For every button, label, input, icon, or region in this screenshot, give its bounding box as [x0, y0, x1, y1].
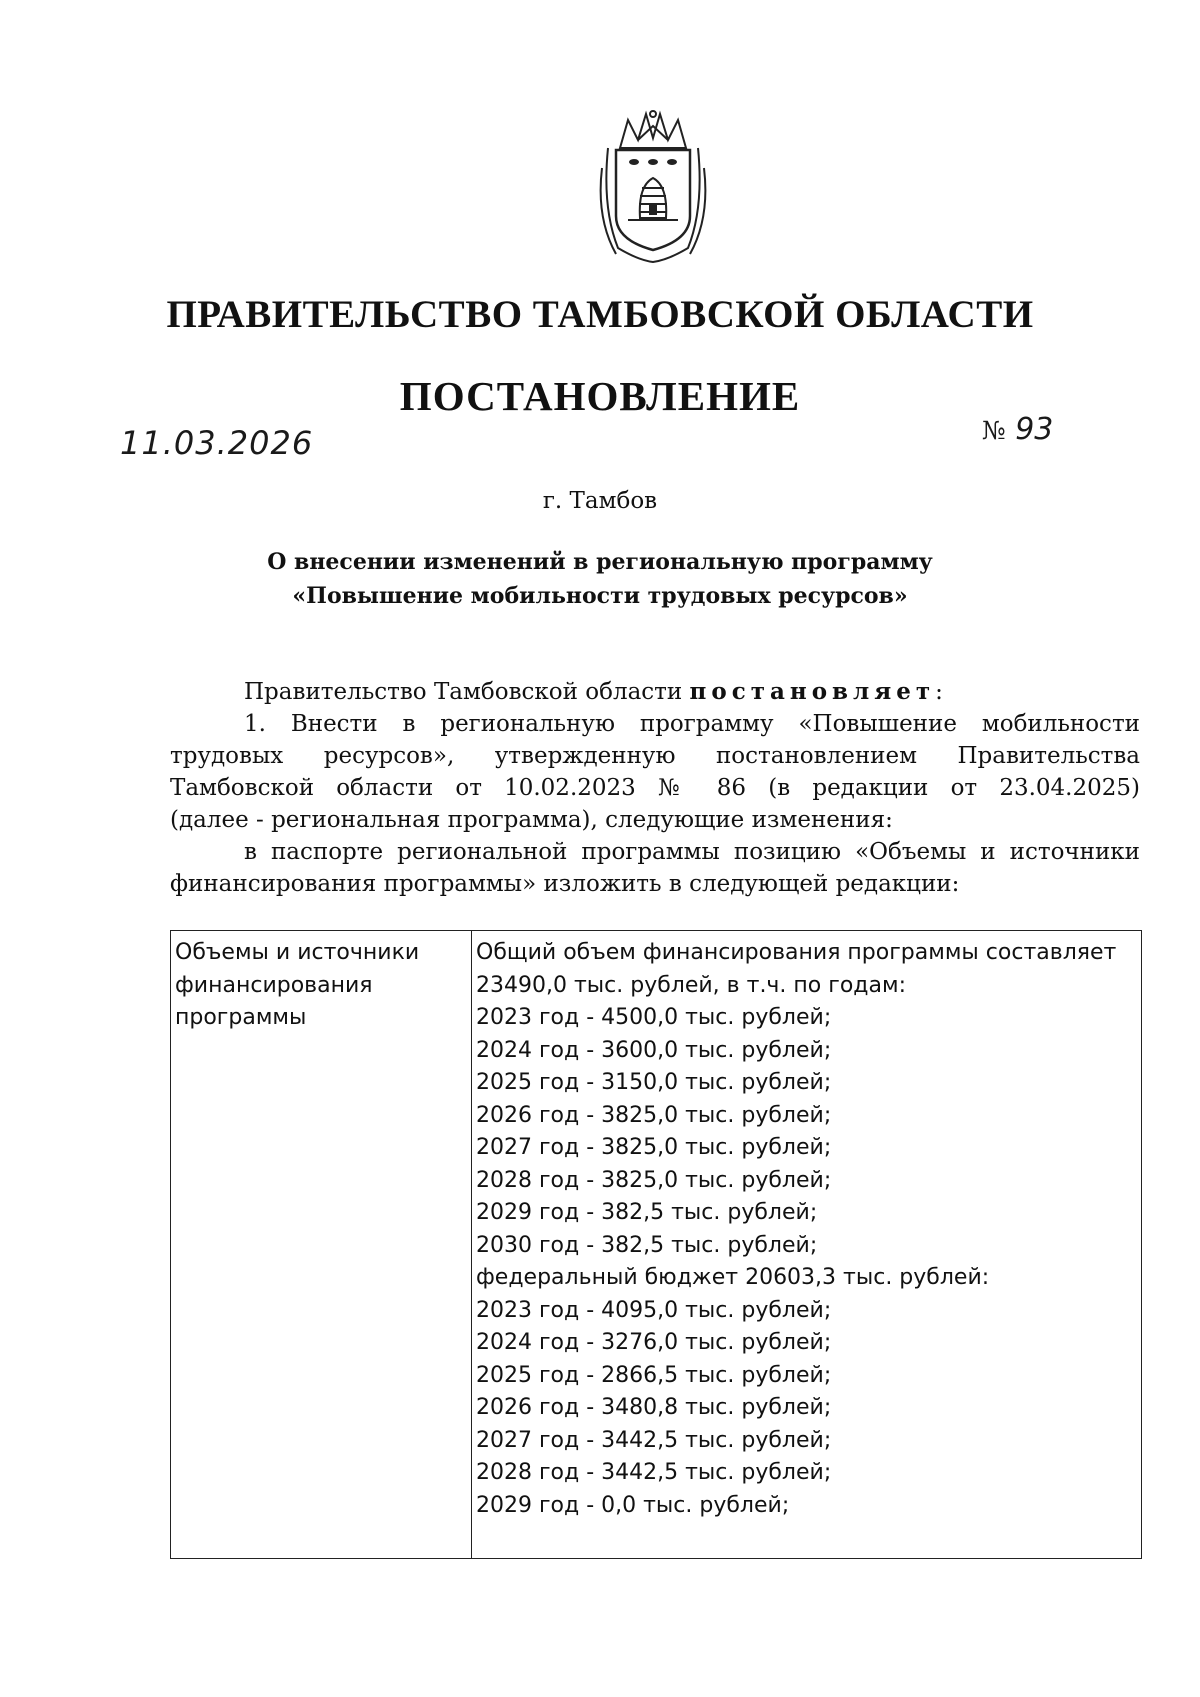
intro-paragraph — [170, 676, 1140, 708]
paragraph-2-line-1: в паспорте региональной программы позицию «Объемы и источники — [244, 839, 1140, 865]
content-line: 2029 год - 0,0 тыс. рублей; — [476, 1492, 790, 1518]
table-content-cell — [472, 931, 1142, 1559]
content-line: 2027 год - 3825,0 тыс. рублей; — [476, 1135, 832, 1160]
content-line: 2025 год - 2866,5 тыс. рублей; — [476, 1362, 832, 1388]
content-line: 2029 год - 382,5 тыс. рублей; — [476, 1200, 818, 1225]
document-subject — [0, 545, 1200, 613]
label-line: финансирования — [175, 972, 373, 998]
label-line: программы — [175, 1005, 307, 1030]
subject-line-1: О внесении изменений в региональную программу — [267, 549, 933, 575]
paragraph-2-line-2: финансирования программы» изложить в следующей редакции: — [170, 871, 960, 897]
content-line: 2023 год - 4095,0 тыс. рублей; — [476, 1297, 832, 1323]
content-line: 2023 год - 4500,0 тыс. рублей; — [476, 1005, 832, 1030]
content-line: 2024 год - 3600,0 тыс. рублей; — [476, 1037, 832, 1063]
content-line: Общий объем финансирования программы составляет — [476, 940, 1117, 965]
content-line: 2026 год - 3825,0 тыс. рублей; — [476, 1102, 832, 1128]
table-label-cell — [171, 931, 472, 1559]
content-line: 2028 год - 3825,0 тыс. рублей; — [476, 1167, 832, 1193]
document-type-title: ПОСТАНОВЛЕНИЕ — [399, 373, 801, 419]
table-row — [171, 931, 1142, 1559]
content-line: 23490,0 тыс. рублей, в т.ч. по годам: — [476, 972, 906, 998]
content-line: 2027 год - 3442,5 тыс. рублей; — [476, 1427, 832, 1453]
label-line: Объемы и источники — [175, 940, 420, 965]
number-value: 93 — [1015, 412, 1054, 447]
paragraph-1-line-1: 1. Внести в региональную программу «Повышение мобильности — [244, 711, 1140, 737]
intro-end: : — [935, 679, 943, 705]
paragraph-1-line-4: (далее - региональная программа), следующие изменения: — [170, 807, 893, 833]
city-name: г. Тамбов — [542, 488, 658, 514]
coat-of-arms-emblem — [598, 108, 708, 264]
intro-text: Правительство Тамбовской области — [244, 679, 690, 705]
subject-line-2: «Повышение мобильности трудовых ресурсов» — [292, 583, 908, 609]
document-date: 11.03.2026 — [120, 424, 314, 462]
content-line: федеральный бюджет 20603,3 тыс. рублей: — [476, 1265, 990, 1290]
paragraph-1-line-2: трудовых ресурсов», утвержденную постановлением Правительства — [170, 743, 1140, 769]
content-line: 2025 год - 3150,0 тыс. рублей; — [476, 1070, 832, 1095]
content-line: 2024 год - 3276,0 тыс. рублей; — [476, 1330, 832, 1355]
document-number — [982, 412, 1053, 447]
government-title: ПРАВИТЕЛЬСТВО ТАМБОВСКОЙ ОБЛАСТИ — [166, 293, 1034, 336]
paragraph-1-line-3: Тамбовской области от 10.02.2023 № 86 (в редакции от 23.04.2025) — [170, 775, 1140, 801]
financing-table — [170, 930, 1142, 1559]
resolves-word: постановляет — [689, 678, 936, 705]
document-body — [170, 676, 1140, 900]
number-symbol: № — [982, 416, 1006, 445]
content-line: 2028 год - 3442,5 тыс. рублей; — [476, 1460, 832, 1485]
content-line: 2026 год - 3480,8 тыс. рублей; — [476, 1395, 832, 1420]
content-line: 2030 год - 382,5 тыс. рублей; — [476, 1232, 818, 1258]
